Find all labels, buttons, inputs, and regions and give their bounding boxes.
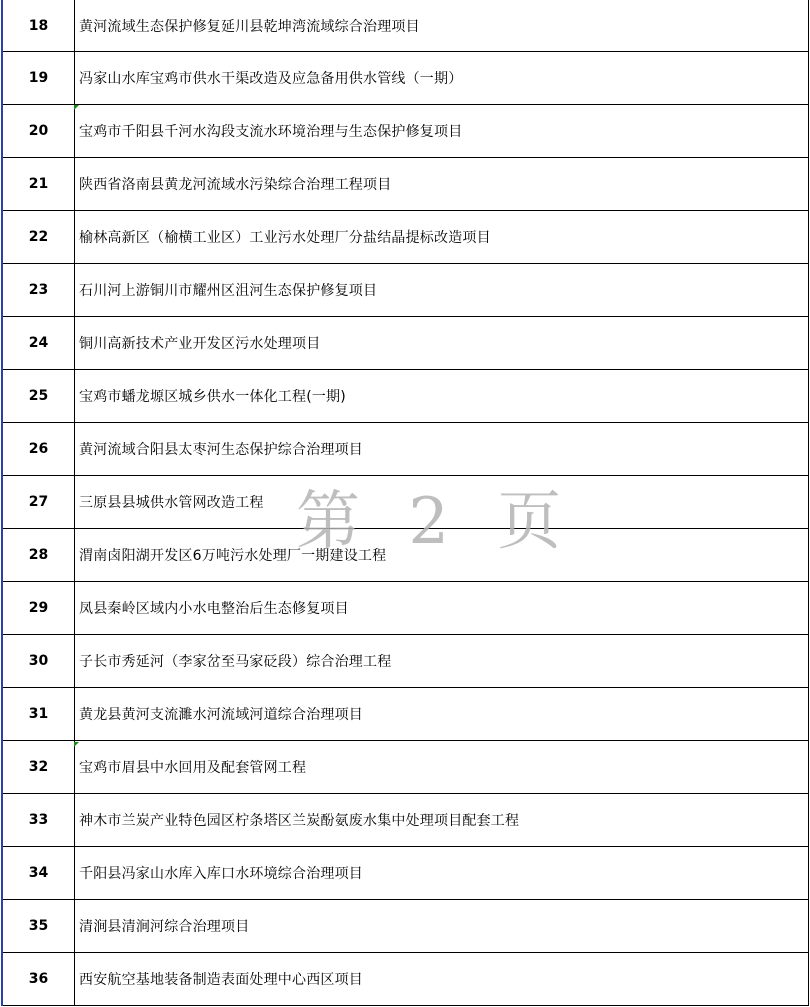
project-name-cell[interactable]: 西安航空基地装备制造表面处理中心西区项目 <box>75 953 809 1006</box>
project-name-cell[interactable]: 渭南卤阳湖开发区6万吨污水处理厂一期建设工程 <box>75 529 809 582</box>
project-name-cell[interactable]: 黄龙县黄河支流濉水河流域河道综合治理项目 <box>75 688 809 741</box>
table-row <box>2 423 809 476</box>
row-number-cell[interactable]: 21 <box>2 158 75 211</box>
row-number-cell[interactable]: 31 <box>2 688 75 741</box>
project-name-cell[interactable]: 子长市秀延河（李家岔至马家砭段）综合治理工程 <box>75 635 809 688</box>
project-name-cell[interactable]: 千阳县冯家山水库入库口水环境综合治理项目 <box>75 847 809 900</box>
cell-marker-icon <box>74 105 79 110</box>
table-row <box>2 211 809 264</box>
table-row <box>2 741 809 794</box>
row-number-cell[interactable]: 23 <box>2 264 75 317</box>
table-row <box>2 529 809 582</box>
table-row <box>2 847 809 900</box>
project-name-cell[interactable]: 清涧县清涧河综合治理项目 <box>75 900 809 953</box>
project-name-cell[interactable]: 宝鸡市蟠龙塬区城乡供水一体化工程(一期) <box>75 370 809 423</box>
row-number-cell[interactable]: 33 <box>2 794 75 847</box>
row-number-cell[interactable]: 30 <box>2 635 75 688</box>
project-name-cell[interactable]: 石川河上游铜川市耀州区沮河生态保护修复项目 <box>75 264 809 317</box>
row-number-cell[interactable]: 18 <box>2 0 75 52</box>
row-number-cell[interactable]: 22 <box>2 211 75 264</box>
row-number-cell[interactable]: 35 <box>2 900 75 953</box>
table-row <box>2 52 809 105</box>
row-number-cell[interactable]: 25 <box>2 370 75 423</box>
project-name-cell[interactable]: 宝鸡市千阳县千河水沟段支流水环境治理与生态保护修复项目 <box>75 105 809 158</box>
project-name-cell[interactable]: 凤县秦岭区域内小水电整治后生态修复项目 <box>75 582 809 635</box>
project-name-cell[interactable]: 黄河流域生态保护修复延川县乾坤湾流域综合治理项目 <box>75 0 809 52</box>
table-row <box>2 900 809 953</box>
table-row <box>2 688 809 741</box>
row-number-cell[interactable]: 29 <box>2 582 75 635</box>
table-row <box>2 264 809 317</box>
row-number-cell[interactable]: 19 <box>2 52 75 105</box>
row-number-cell[interactable]: 36 <box>2 953 75 1006</box>
project-name-cell[interactable]: 宝鸡市眉县中水回用及配套管网工程 <box>75 741 809 794</box>
table-row <box>2 476 809 529</box>
project-name-cell[interactable]: 冯家山水库宝鸡市供水干渠改造及应急备用供水管线（一期） <box>75 52 809 105</box>
table-row <box>2 370 809 423</box>
table-row <box>2 158 809 211</box>
project-table-body <box>2 0 809 1006</box>
project-name-cell[interactable]: 铜川高新技术产业开发区污水处理项目 <box>75 317 809 370</box>
project-name-cell[interactable]: 陕西省洛南县黄龙河流域水污染综合治理工程项目 <box>75 158 809 211</box>
table-row <box>2 105 809 158</box>
row-number-cell[interactable]: 27 <box>2 476 75 529</box>
table-row <box>2 794 809 847</box>
table-row <box>2 317 809 370</box>
project-name-cell[interactable]: 黄河流域合阳县太枣河生态保护综合治理项目 <box>75 423 809 476</box>
project-table <box>1 0 809 1006</box>
row-number-cell[interactable]: 20 <box>2 105 75 158</box>
project-name-cell[interactable]: 神木市兰炭产业特色园区柠条塔区兰炭酚氨废水集中处理项目配套工程 <box>75 794 809 847</box>
row-number-cell[interactable]: 34 <box>2 847 75 900</box>
page-watermark: 第 2 页 <box>296 485 576 559</box>
table-row <box>2 0 809 52</box>
row-number-cell[interactable]: 32 <box>2 741 75 794</box>
project-name-cell[interactable]: 三原县县城供水管网改造工程 <box>75 476 809 529</box>
cell-marker-icon <box>74 742 79 747</box>
table-row <box>2 953 809 1006</box>
project-name-cell[interactable]: 榆林高新区（榆横工业区）工业污水处理厂分盐结晶提标改造项目 <box>75 211 809 264</box>
row-number-cell[interactable]: 26 <box>2 423 75 476</box>
row-number-cell[interactable]: 24 <box>2 317 75 370</box>
table-row <box>2 635 809 688</box>
row-number-cell[interactable]: 28 <box>2 529 75 582</box>
table-row <box>2 582 809 635</box>
